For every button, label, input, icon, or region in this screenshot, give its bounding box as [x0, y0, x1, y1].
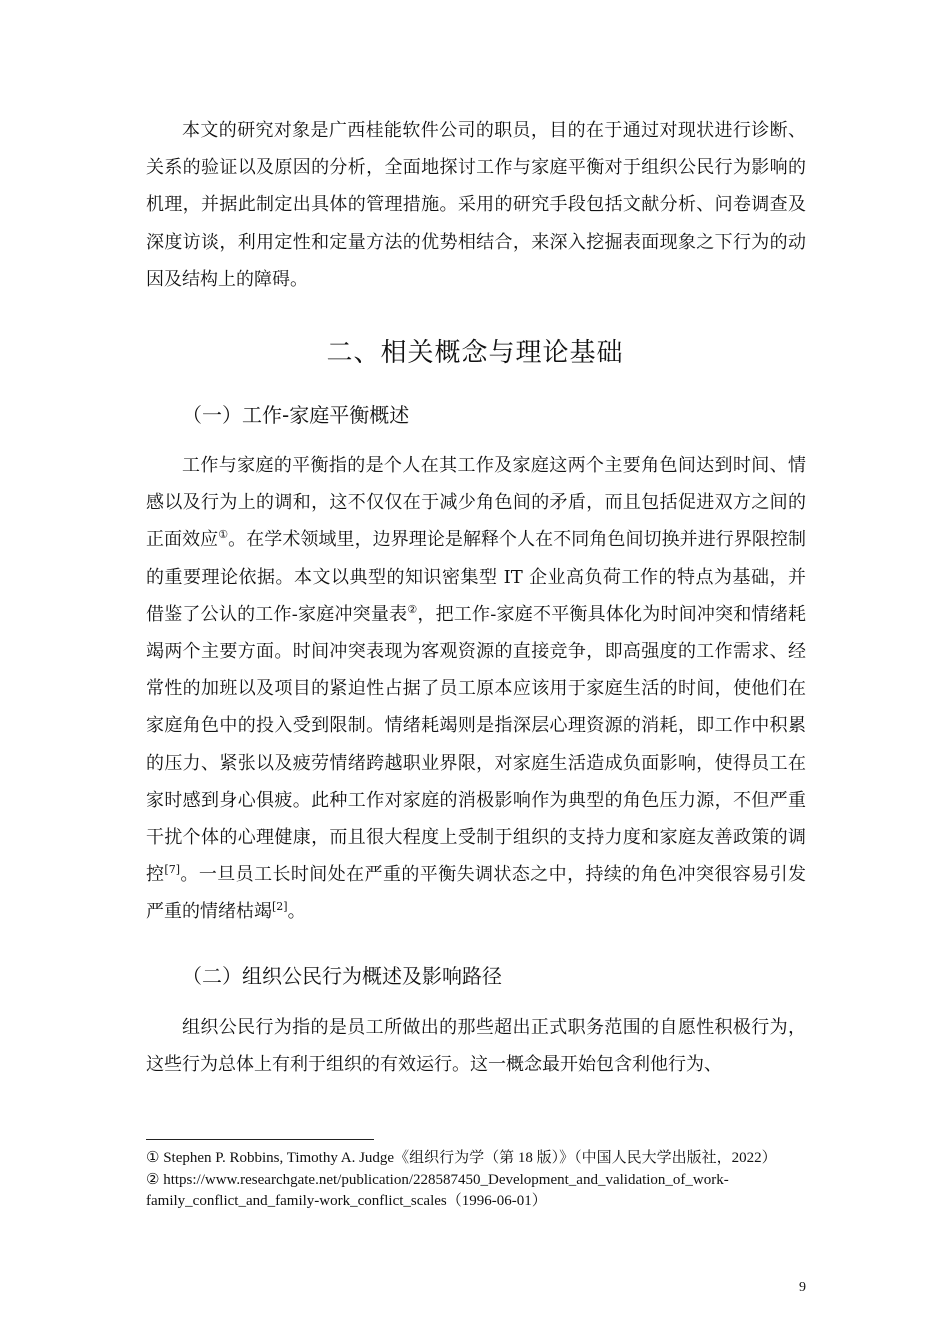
chapter-title: 二、相关概念与理论基础 [326, 338, 624, 368]
footnotes [146, 1148, 812, 1213]
paragraph-text: 。在学术领域里，边界理论是解释个人在不同角色间切换并进行界限控制的重要理论依据。本文以典型的知识密集型 IT 企业高负荷工作的特点为基础，并借鉴了公认的工作-家庭冲突量表 [146, 529, 806, 625]
paragraph-text: 。一旦员工长时间处在严重的平衡失调状态之中，持续的角色冲突很容易引发严重的情绪枯竭 [146, 864, 807, 923]
intro-paragraph: 本文的研究对象是广西桂能软件公司的职员，目的在于通过对现状进行诊断、关系的验证以及原因的分析，全面地探讨工作与家庭平衡对于组织公民行为影响的机理，并据此制定出具体的管理措施。采用的研究手段包括文献分析、问卷调查及深度访谈，利用定性和定量方法的优势相结合，来深入挖掘表面现象之下行为的动因及结构上的障碍。 [146, 120, 806, 290]
ocb-paragraph: 组织公民行为指的是员工所做出的那些超出正式职务范围的自愿性积极行为，这些行为总体上有利于组织的有效运行。这一概念最开始包含利他行为、 [146, 1017, 806, 1076]
footnote-ref-2[interactable]: ② [407, 602, 418, 616]
section-title-work-family-balance: （一）工作-家庭平衡概述 [182, 403, 410, 427]
paragraph-text: ，把工作-家庭不平衡具体化为时间冲突和情绪耗竭两个主要方面。时间冲突表现为客观资源的直接竞争，即高强度的工作需求、经常性的加班以及项目的紧迫性占据了员工原本应该用于家庭生活的时间，使他们在家庭角色中的投入受到限制。情绪耗竭则是指深层心理资源的消耗，即工作中积累的压力、紧张以及疲劳情绪跨越职业界限，对家庭生活造成负面影响，使得员工在家时感到身心俱疲。此种工作对家庭的消极影响作为典型的角色压力源，不但严重干扰个体的心理健康，而且很大程度上受制于组织的支持力度和家庭友善政策的调控 [146, 603, 806, 886]
footnote-1: ① Stephen P. Robbins, Timothy A. Judge《组织行为学（第 18 版）》（中国人民大学出版社，2022） [146, 1150, 777, 1166]
footnote-divider [146, 1139, 374, 1140]
citation-ref-2[interactable]: [2] [272, 900, 288, 914]
paragraph-text: 。 [287, 901, 306, 923]
footnote-ref-1[interactable]: ① [218, 528, 229, 542]
paragraph-text: 工作与家庭的平衡指的是个人在其工作及家庭这两个主要角色间达到时间、情感以及行为上的调和，这不仅仅在于减少角色间的矛盾，而且包括促进双方之间的正面效应 [146, 455, 806, 551]
work-family-balance-paragraph [146, 447, 806, 931]
citation-ref-7[interactable]: [7] [164, 863, 181, 877]
footnote-2: ② https://www.researchgate.net/publication/228587450_Development_and_validation_of_work-family_conflict_and_family-work_conflict_scales（1996-06-01） [146, 1172, 729, 1209]
page-number: 9 [799, 1280, 806, 1295]
section-title-ocb: （二）组织公民行为概述及影响路径 [182, 964, 502, 988]
